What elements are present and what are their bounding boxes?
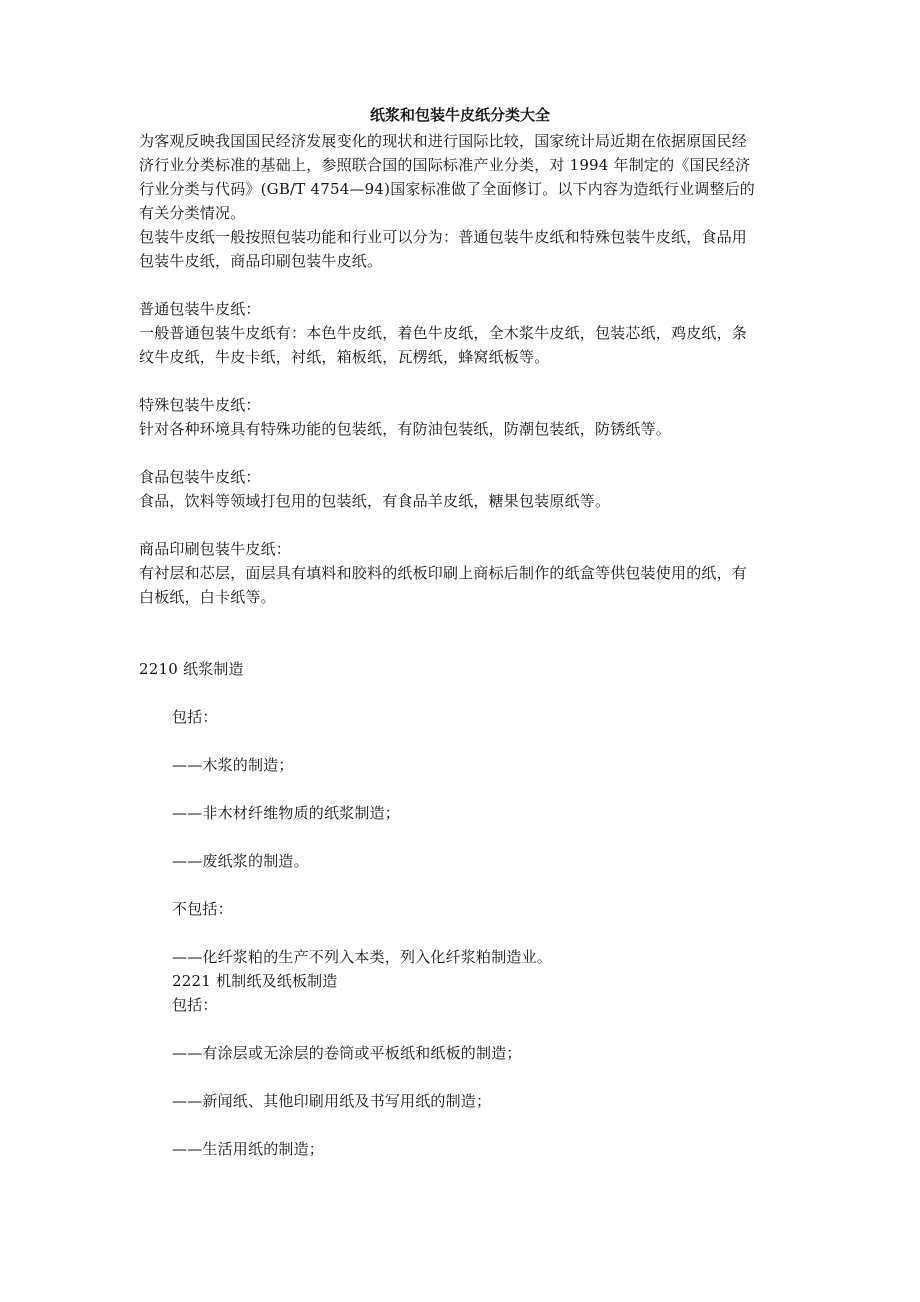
overview-line-1: 包装牛皮纸一般按照包装功能和行业可以分为：普通包装牛皮纸和特殊包装牛皮纸，食品用 (139, 228, 748, 246)
class-2210-excludes-label: 不包括： (172, 900, 233, 918)
intro-line-4: 有关分类情况。 (139, 204, 246, 222)
class-2221-title: 2221 机制纸及纸板制造 (172, 972, 338, 990)
section-line: 纹牛皮纸，牛皮卡纸，衬纸，箱板纸，瓦楞纸，蜂窝纸板等。 (139, 348, 550, 366)
section-heading-special: 特殊包装牛皮纸： (139, 396, 261, 414)
class-2221-include-item: ——新闻纸、其他印刷用纸及书写用纸的制造； (172, 1092, 492, 1110)
section-heading-food: 食品包装牛皮纸： (139, 468, 261, 486)
section-heading-general: 普通包装牛皮纸： (139, 300, 261, 318)
class-2210-include-item: ——废纸浆的制造。 (172, 852, 309, 870)
class-2221-include-item: ——生活用纸的制造； (172, 1140, 325, 1158)
intro-line-3: 行业分类与代码》(GB/T 4754—94)国家标准做了全面修订。以下内容为造纸行业调整后的 (139, 180, 756, 198)
class-2210-includes-label: 包括： (172, 708, 218, 726)
intro-line-2: 济行业分类标准的基础上，参照联合国的国际标准产业分类，对 1994 年制定的《国民经济 (139, 156, 751, 174)
class-2210-exclude-item: ——化纤浆粕的生产不列入本类，列入化纤浆粕制造业。 (172, 948, 553, 966)
intro-line-1: 为客观反映我国国民经济发展变化的现状和进行国际比较，国家统计局近期在依据原国民经 (139, 132, 748, 150)
class-2221-include-item: ——有涂层或无涂层的卷筒或平板纸和纸板的制造； (172, 1044, 522, 1062)
overview-line-2: 包装牛皮纸，商品印刷包装牛皮纸。 (139, 252, 383, 270)
section-heading-print: 商品印刷包装牛皮纸： (139, 540, 292, 558)
class-2210-title: 2210 纸浆制造 (139, 660, 244, 678)
class-2210-include-item: ——木浆的制造； (172, 756, 294, 774)
section-line: 有衬层和芯层，面层具有填料和胶料的纸板印刷上商标后制作的纸盒等供包装使用的纸，有 (139, 564, 748, 582)
section-line: 白板纸，白卡纸等。 (139, 588, 276, 606)
document-title: 纸浆和包装牛皮纸分类大全 (369, 106, 550, 124)
section-line: 一般普通包装牛皮纸有：本色牛皮纸，着色牛皮纸，全木浆牛皮纸，包装芯纸，鸡皮纸，条 (139, 324, 748, 342)
section-line: 针对各种环境具有特殊功能的包装纸，有防油包装纸，防潮包装纸，防锈纸等。 (139, 420, 672, 438)
class-2210-include-item: ——非木材纤维物质的纸浆制造； (172, 804, 401, 822)
class-2221-includes-label: 包括： (172, 996, 218, 1014)
section-line: 食品，饮料等领域打包用的包装纸，有食品羊皮纸，糖果包装原纸等。 (139, 492, 611, 510)
